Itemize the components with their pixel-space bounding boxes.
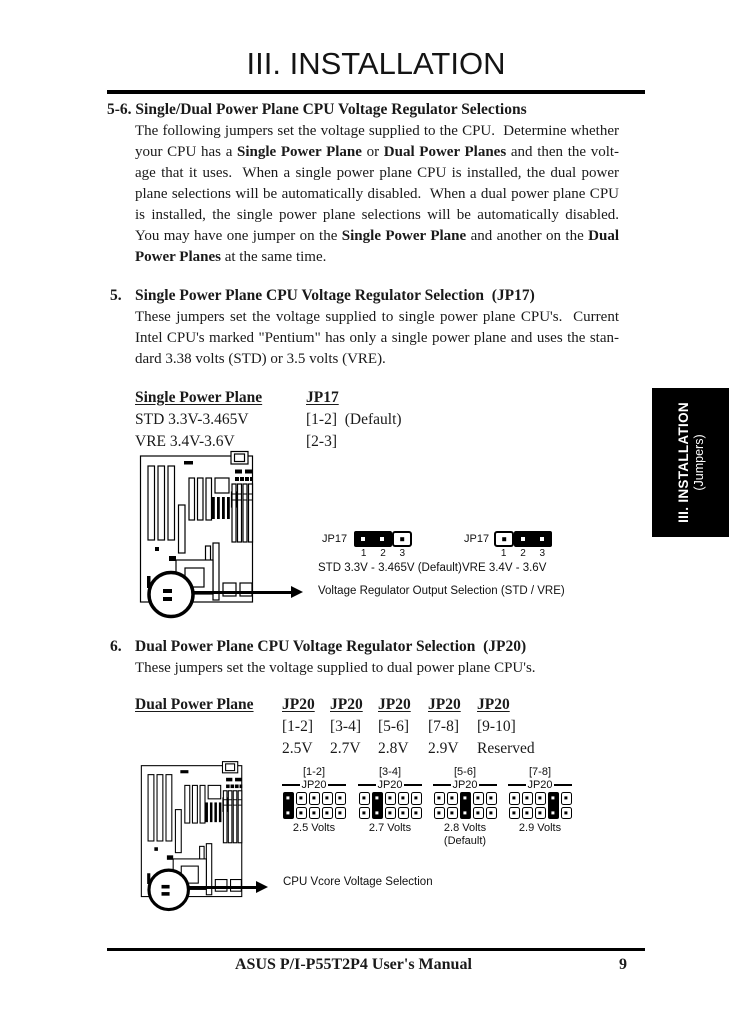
section-5-6-paragraph xyxy=(135,121,619,268)
jp20-column-pins: [9-10] xyxy=(477,718,516,735)
pin xyxy=(372,792,383,805)
jp20-column-value: Reserved xyxy=(477,740,535,757)
jp20-table-column xyxy=(282,694,315,760)
jumper-pin-numbers xyxy=(354,548,412,559)
jp20-name-row xyxy=(282,779,346,790)
pin xyxy=(535,807,546,820)
pin-column xyxy=(322,792,333,819)
jp20-column-value: 2.8V xyxy=(378,740,409,757)
jp20-name-row xyxy=(508,779,572,790)
pin-column xyxy=(447,792,458,819)
section-5-paragraph xyxy=(135,307,619,370)
pin xyxy=(398,792,409,805)
text-line xyxy=(135,658,619,679)
pin xyxy=(509,807,520,820)
pin-column xyxy=(398,792,409,819)
jp20-pin-grid xyxy=(282,792,346,819)
text-line xyxy=(135,226,619,247)
section-5-6-heading: 5-6. Single/Dual Power Plane CPU Voltage Regulator Selections xyxy=(107,101,527,118)
jp17-jumper-2-3 xyxy=(494,531,552,547)
pin xyxy=(447,807,458,820)
pin-number: 3 xyxy=(399,548,406,559)
pin xyxy=(372,807,383,820)
cap-pin-dot xyxy=(361,537,365,541)
motherboard-diagram-jp20 xyxy=(140,760,244,913)
pin xyxy=(385,807,396,820)
jp20-setting-block xyxy=(433,766,497,848)
jumper-cap-column xyxy=(283,792,294,819)
jumper-cap-column xyxy=(548,792,559,819)
pin xyxy=(283,792,294,805)
bold-text: Single Power Plane xyxy=(341,228,467,244)
jp20-pin-grid xyxy=(508,792,572,819)
motherboard-diagram-jp17 xyxy=(139,450,255,620)
pin-column xyxy=(561,792,572,819)
jp17-label: JP17 xyxy=(322,533,348,545)
text-line xyxy=(135,142,619,163)
pin xyxy=(486,792,497,805)
pin xyxy=(359,792,370,805)
chapter-side-tab xyxy=(652,388,729,537)
jp17-figure-caption: Voltage Regulator Output Selection (STD / VRE) xyxy=(318,585,565,597)
jumper-cap-column xyxy=(460,792,471,819)
pin-column xyxy=(335,792,346,819)
dual-plane-table-columns xyxy=(282,694,582,764)
cap-pin-dot xyxy=(540,537,544,541)
jp17-setting-caption: VRE 3.4V - 3.6V xyxy=(462,562,547,574)
single-plane-table-jp17-column xyxy=(306,387,402,453)
pin xyxy=(460,807,471,820)
jumper-cap-column xyxy=(372,792,383,819)
jp20-setting-block xyxy=(358,766,422,835)
jp20-setting-block xyxy=(282,766,346,835)
pin xyxy=(522,807,533,820)
pin xyxy=(561,792,572,805)
table-cell-plane: STD 3.3V-3.465V xyxy=(135,411,249,428)
bold-text: Power Planes xyxy=(135,249,221,265)
pin xyxy=(322,792,333,805)
pin xyxy=(398,807,409,820)
pin xyxy=(473,792,484,805)
pin-column xyxy=(309,792,320,819)
pin xyxy=(411,792,422,805)
text: These jumpers set the voltage supplied to single power plane CPU's. Current xyxy=(135,309,619,325)
text-line xyxy=(135,163,619,184)
pin xyxy=(335,792,346,805)
jp20-column-header: JP20 xyxy=(282,696,315,713)
pin xyxy=(460,792,471,805)
jp20-column-header: JP20 xyxy=(330,696,363,713)
footer-page-number: 9 xyxy=(619,956,627,973)
pin xyxy=(561,807,572,820)
pin xyxy=(509,792,520,805)
text-line xyxy=(135,205,619,226)
pin xyxy=(473,807,484,820)
jp20-pins-label: [1-2] xyxy=(302,766,325,778)
text: The following jumpers set the voltage supplied to the CPU. Determine whether xyxy=(135,123,619,139)
jp20-table-column xyxy=(428,694,461,760)
side-tab-chapter: III. INSTALLATION xyxy=(675,402,691,523)
jp20-pin-grid xyxy=(433,792,497,819)
jumper-cap xyxy=(354,531,392,547)
text-line xyxy=(135,307,619,328)
jp20-table-column xyxy=(477,694,535,760)
jp17-jumper-1-2 xyxy=(354,531,412,547)
section-5-number: 5. xyxy=(110,287,122,304)
pin-number: 3 xyxy=(539,548,546,559)
jumper-location-arrow xyxy=(193,591,291,594)
pin-column xyxy=(296,792,307,819)
text: your CPU has a xyxy=(135,144,238,160)
text-line xyxy=(135,247,619,268)
section-5-heading: Single Power Plane CPU Voltage Regulator Selection (JP17) xyxy=(135,287,535,304)
jumper-pin-numbers xyxy=(494,548,552,559)
title-rule xyxy=(107,90,645,94)
jp20-voltage-caption: 2.8 Volts xyxy=(443,822,487,834)
pin xyxy=(548,792,559,805)
table-cell-setting: [2-3] xyxy=(306,433,337,450)
side-tab-text xyxy=(652,388,729,537)
text-line xyxy=(135,121,619,142)
pin xyxy=(411,807,422,820)
text: age that it uses. When a single power plane CPU is installed, the dual power xyxy=(135,165,619,181)
pin xyxy=(296,792,307,805)
open-pin xyxy=(494,531,514,547)
jp20-column-pins: [1-2] xyxy=(282,718,313,735)
text: Intel CPU's marked "Pentium" has only a single power plane and uses the stan- xyxy=(135,330,619,346)
jp20-column-header: JP20 xyxy=(378,696,411,713)
text: These jumpers set the voltage supplied to dual power plane CPU's. xyxy=(135,660,536,676)
jp20-column-value: 2.9V xyxy=(428,740,459,757)
bold-text: Dual xyxy=(588,228,619,244)
jp20-name: JP20 xyxy=(527,778,553,791)
jp17-setting-caption: STD 3.3V - 3.465V (Default) xyxy=(318,562,462,574)
pin xyxy=(535,792,546,805)
jp20-name-row xyxy=(433,779,497,790)
text: dard 3.38 volts (STD) or 3.5 volts (VRE). xyxy=(135,351,386,367)
pin xyxy=(385,792,396,805)
jp20-column-pins: [5-6] xyxy=(378,718,409,735)
pin-number: 1 xyxy=(360,548,367,559)
text-line xyxy=(135,184,619,205)
table-header-plane: Single Power Plane xyxy=(135,389,263,406)
pin-column xyxy=(473,792,484,819)
pin-number: 1 xyxy=(500,548,507,559)
jp20-column-header: JP20 xyxy=(477,696,510,713)
pin-column xyxy=(522,792,533,819)
section-6-heading: Dual Power Plane CPU Voltage Regulator Selection (JP20) xyxy=(135,638,527,655)
cap-pin-dot xyxy=(521,537,525,541)
table-header-jp17: JP17 xyxy=(306,389,339,406)
jp20-column-pins: [3-4] xyxy=(330,718,361,735)
pin xyxy=(447,792,458,805)
pin xyxy=(296,807,307,820)
jp20-setting-block xyxy=(508,766,572,835)
pin xyxy=(335,807,346,820)
pin xyxy=(322,807,333,820)
jumper-location-arrow xyxy=(188,886,256,889)
jp20-name: JP20 xyxy=(377,778,403,791)
pin xyxy=(434,807,445,820)
jp20-name-row xyxy=(358,779,422,790)
open-pin-dot xyxy=(502,537,506,541)
pin xyxy=(548,807,559,820)
jp20-name: JP20 xyxy=(301,778,327,791)
single-plane-table-plane-column xyxy=(135,387,262,453)
pin-column xyxy=(411,792,422,819)
text: plane selections will be automatically disabled. When a dual power plane CPU xyxy=(135,186,619,202)
page-title: III. INSTALLATION xyxy=(246,46,506,81)
pin-column xyxy=(486,792,497,819)
pin xyxy=(309,807,320,820)
jp20-pin-grid xyxy=(358,792,422,819)
pin xyxy=(434,792,445,805)
pin xyxy=(486,807,497,820)
cap-pin-dot xyxy=(380,537,384,541)
pin-column xyxy=(434,792,445,819)
open-pin-dot xyxy=(400,537,404,541)
pin-column xyxy=(385,792,396,819)
table-cell-plane: VRE 3.4V-3.6V xyxy=(135,433,235,450)
text: or xyxy=(361,144,384,160)
pin-column xyxy=(509,792,520,819)
bold-text: Single Power Plane xyxy=(237,144,362,160)
jp20-voltage-caption: 2.5 Volts xyxy=(292,822,336,834)
jp20-table-column xyxy=(378,694,411,760)
jp20-figure-caption: CPU Vcore Voltage Selection xyxy=(283,876,433,888)
pin xyxy=(522,792,533,805)
jp20-column-value: 2.5V xyxy=(282,740,313,757)
pin xyxy=(359,807,370,820)
text-line xyxy=(135,328,619,349)
pin xyxy=(309,792,320,805)
pin-column xyxy=(359,792,370,819)
dual-plane-table-header: Dual Power Plane xyxy=(135,696,254,713)
text: You may have one jumper on the xyxy=(135,228,342,244)
jp20-column-value: 2.7V xyxy=(330,740,361,757)
jp20-pins-label: [7-8] xyxy=(528,766,551,778)
jp20-name: JP20 xyxy=(452,778,478,791)
jp20-table-column xyxy=(330,694,363,760)
bold-text: Dual Power Planes xyxy=(383,144,507,160)
jp20-column-header: JP20 xyxy=(428,696,461,713)
footer-rule xyxy=(107,948,645,951)
text: and then the volt- xyxy=(506,144,619,160)
open-pin xyxy=(392,531,412,547)
pin-number: 2 xyxy=(380,548,386,559)
jp20-voltage-caption: 2.9 Volts xyxy=(518,822,562,834)
text: at the same time. xyxy=(220,249,327,265)
text: is installed, the single power plane selections will be automatically disabled. xyxy=(135,207,619,223)
section-6-paragraph xyxy=(135,658,619,679)
jp20-pins-label: [3-4] xyxy=(378,766,401,778)
text-line xyxy=(135,349,619,370)
jp20-column-pins: [7-8] xyxy=(428,718,459,735)
pin-number: 2 xyxy=(520,548,526,559)
jp20-pins-label: [5-6] xyxy=(453,766,476,778)
side-tab-subtitle: (Jumpers) xyxy=(691,434,706,491)
text: and another on the xyxy=(466,228,589,244)
jp20-default-caption: (Default) xyxy=(443,835,487,847)
table-cell-setting: [1-2] (Default) xyxy=(306,411,402,428)
footer-manual-title: ASUS P/I-P55T2P4 User's Manual xyxy=(235,956,472,973)
pin xyxy=(283,807,294,820)
jp17-label: JP17 xyxy=(464,533,490,545)
pin-column xyxy=(535,792,546,819)
jp20-voltage-caption: 2.7 Volts xyxy=(368,822,412,834)
jumper-cap xyxy=(514,531,552,547)
section-6-number: 6. xyxy=(110,638,122,655)
